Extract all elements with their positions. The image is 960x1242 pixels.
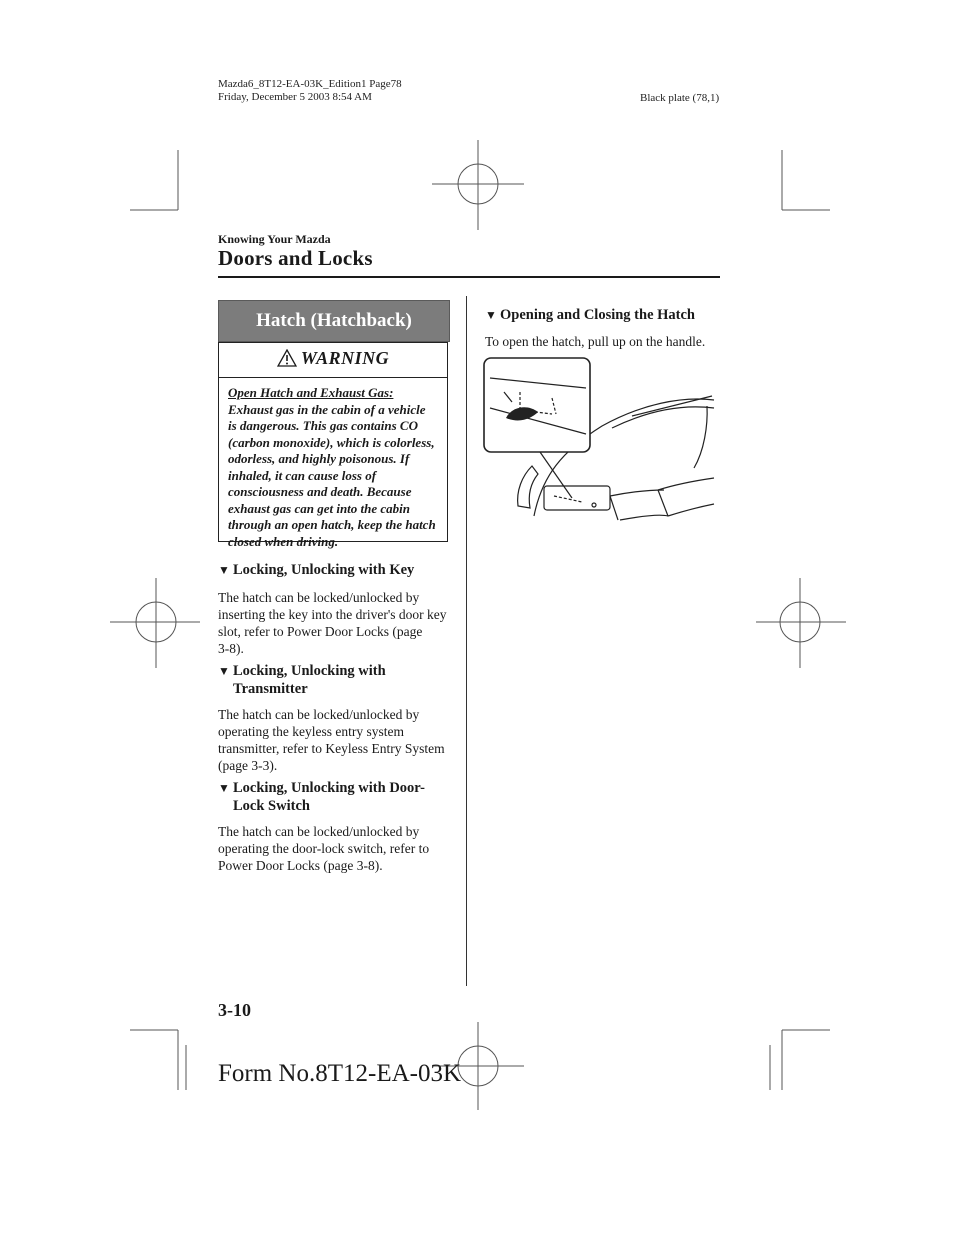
warning-line: exhaust gas can get into the cabin <box>228 500 411 516</box>
paragraph-line: operating the keyless entry system <box>218 724 404 739</box>
print-info-file: Mazda6_8T12-EA-03K_Edition1 Page78 <box>218 78 402 90</box>
paragraph-opening <box>485 333 705 350</box>
subhead-opening-text: Opening and Closing the Hatch <box>500 307 695 323</box>
paragraph-switch <box>218 823 429 874</box>
subhead-switch-text: Locking, Unlocking with Door- <box>233 780 426 796</box>
print-info <box>218 78 402 104</box>
page-number: 3-10 <box>218 1000 251 1020</box>
section-banner: Hatch (Hatchback) <box>218 300 450 342</box>
paragraph-transmitter <box>218 706 445 774</box>
warning-title: WARNING <box>300 347 390 368</box>
paragraph-line: (page 3-3). <box>218 758 278 773</box>
warning-line: odorless, and highly poisonous. If <box>228 451 410 466</box>
paragraph-key <box>218 589 447 657</box>
section-label: Knowing Your Mazda <box>218 232 331 246</box>
subhead-marker-icon: ▼ <box>218 664 230 678</box>
subhead-key <box>218 561 414 579</box>
subhead-marker-icon: ▼ <box>485 308 497 322</box>
column-divider <box>466 296 467 986</box>
warning-box <box>218 342 448 549</box>
paragraph-line: slot, refer to Power Door Locks (page <box>218 624 423 639</box>
warning-line: is dangerous. This gas contains CO <box>228 418 418 433</box>
warning-header <box>219 343 447 373</box>
subhead-key-text: Locking, Unlocking with Key <box>233 562 415 578</box>
paragraph-line: 3-8). <box>218 641 244 656</box>
warning-heading: Open Hatch and Exhaust Gas: <box>228 385 394 400</box>
warning-line: through an open hatch, keep the hatch <box>228 517 436 532</box>
warning-triangle-icon <box>277 349 297 367</box>
warning-divider <box>219 377 447 378</box>
print-info-date: Friday, December 5 2003 8:54 AM <box>218 91 372 103</box>
paragraph-line: transmitter, refer to Keyless Entry System <box>218 741 445 756</box>
paragraph-line: To open the hatch, pull up on the handle. <box>485 334 706 349</box>
page-title: Doors and Locks <box>218 246 373 270</box>
warning-line: closed when driving. <box>228 533 339 549</box>
warning-line: inhaled, it can cause loss of <box>228 467 377 483</box>
paragraph-line: The hatch can be locked/unlocked by <box>218 824 420 839</box>
form-number: Form No.8T12-EA-03K <box>218 1060 462 1087</box>
paragraph-line: operating the door-lock switch, refer to <box>218 841 430 856</box>
subhead-switch <box>218 779 425 815</box>
black-plate-label: Black plate (78,1) <box>640 92 720 104</box>
warning-line: consciousness and death. Because <box>228 484 412 499</box>
paragraph-line: The hatch can be locked/unlocked by <box>218 590 420 605</box>
subhead-transmitter-text: Locking, Unlocking with <box>233 663 386 679</box>
subhead-marker-icon: ▼ <box>218 563 230 577</box>
title-rule <box>218 276 720 278</box>
subhead-marker-icon: ▼ <box>218 781 230 795</box>
hatch-handle-illustration <box>482 356 718 536</box>
paragraph-line: inserting the key into the driver's door key <box>218 607 447 622</box>
paragraph-line: The hatch can be locked/unlocked by <box>218 707 420 722</box>
paragraph-line: Power Door Locks (page 3-8). <box>218 858 383 873</box>
warning-line: Exhaust gas in the cabin of a vehicle <box>228 401 426 417</box>
warning-body <box>228 385 444 550</box>
subhead-transmitter-text-2: Transmitter <box>233 681 308 697</box>
subhead-opening <box>485 306 695 324</box>
warning-line: (carbon monoxide), which is colorless, <box>228 434 435 450</box>
subhead-switch-text-2: Lock Switch <box>233 798 310 814</box>
subhead-transmitter <box>218 662 386 698</box>
